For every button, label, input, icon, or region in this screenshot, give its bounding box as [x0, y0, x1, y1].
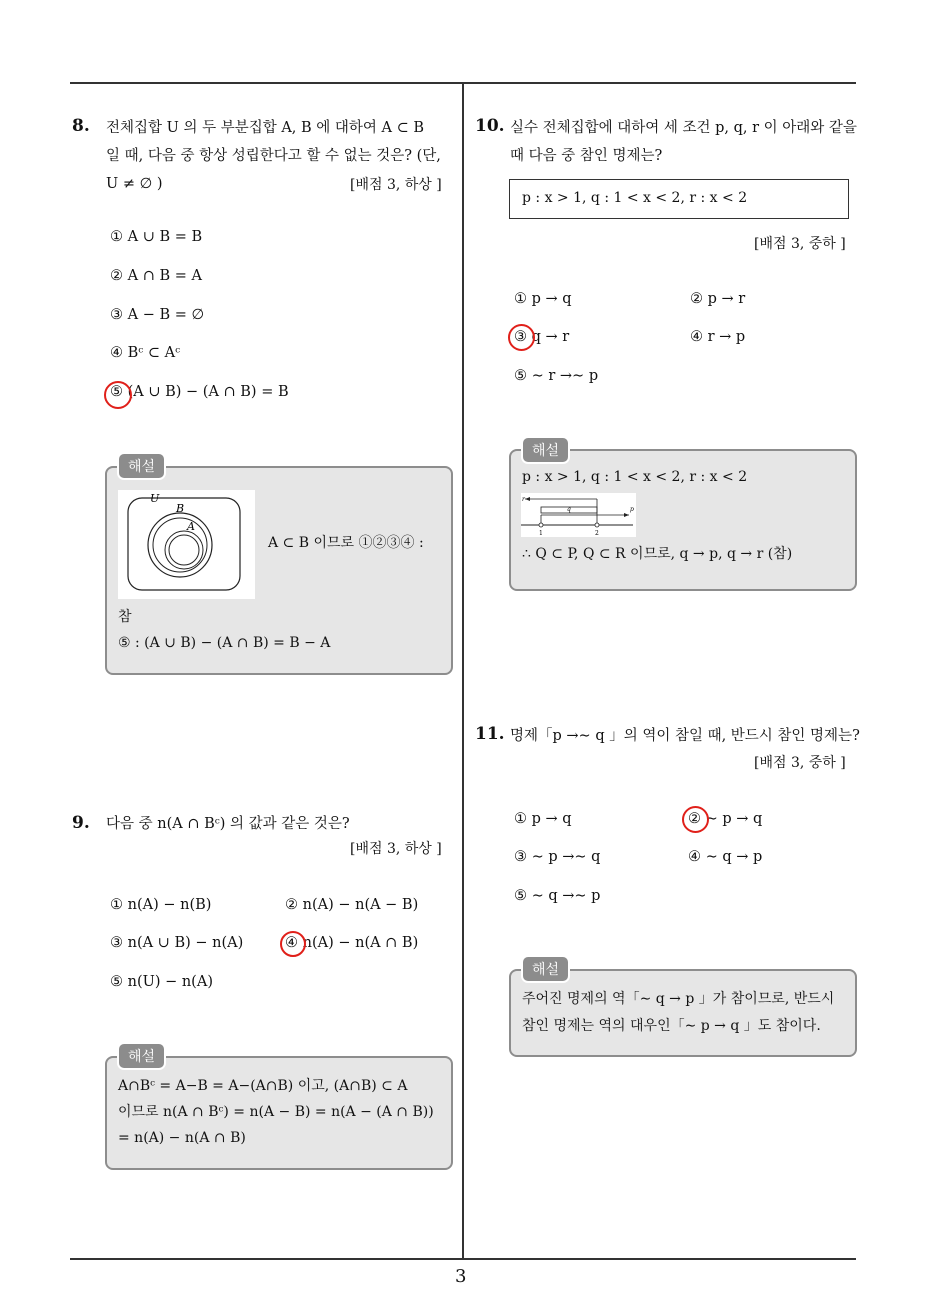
q9-option-4[interactable]: ④ n(A) − n(A ∩ B) [285, 935, 419, 951]
q10-option-5[interactable]: ⑤ ∼ r →∼ p [514, 368, 599, 384]
q8-option-2[interactable]: ② A ∩ B = A [110, 268, 202, 284]
q10-option-2[interactable]: ② p → r [690, 291, 746, 307]
q8-solution-line3: ⑤ : (A ∪ B) − (A ∩ B) = B − A [118, 635, 331, 651]
q10-answer-mark [508, 324, 535, 351]
q11-solution-line1: 주어진 명제의 역「∼ q → p 」가 참이므로, 반드시 [522, 991, 835, 1007]
question-9-number: 9. [72, 813, 90, 833]
q10-solution-line1: p : x > 1, q : 1 < x < 2, r : x < 2 [522, 469, 748, 485]
diagram-tick-2: 2 [595, 530, 599, 537]
q11-solution-badge: 해설 [521, 955, 570, 983]
q9-answer-mark [280, 931, 306, 957]
diagram-label-r: r [522, 496, 525, 503]
q10-option-3[interactable]: ③ q → r [514, 329, 570, 345]
question-10-number: 10. [475, 116, 505, 136]
column-divider [462, 83, 464, 1258]
diagram-label-q: q [567, 506, 571, 513]
bottom-rule [70, 1258, 856, 1260]
q8-answer-mark [104, 381, 132, 409]
q11-option-1[interactable]: ① p → q [514, 811, 572, 827]
q9-solution-line3: = n(A) − n(A ∩ B) [118, 1130, 246, 1146]
question-11-line1: 명제「p →∼ q 」의 역이 참일 때, 반드시 참인 명제는? [510, 728, 860, 744]
q10-option-1[interactable]: ① p → q [514, 291, 572, 307]
q8-venn-diagram [118, 490, 255, 599]
question-8-meta: [배점 3, 하상 ] [350, 177, 442, 193]
q8-solution-badge: 해설 [117, 452, 166, 480]
q8-solution-line1: A ⊂ B 이므로 ①②③④ : [268, 535, 424, 551]
q9-solution-badge: 해설 [117, 1042, 166, 1070]
diagram-tick-1: 1 [539, 530, 543, 537]
venn-label-b: B [176, 502, 185, 515]
question-8-line2: 일 때, 다음 중 항상 성립한다고 할 수 없는 것은? (단, [106, 148, 441, 164]
q10-option-4[interactable]: ④ r → p [690, 329, 746, 345]
question-11-meta: [배점 3, 중하 ] [754, 755, 846, 771]
q9-option-2[interactable]: ② n(A) − n(A − B) [285, 897, 419, 913]
q9-option-5[interactable]: ⑤ n(U) − n(A) [110, 974, 213, 990]
q9-option-3[interactable]: ③ n(A ∪ B) − n(A) [110, 935, 244, 951]
q11-option-4[interactable]: ④ ∼ q → p [688, 849, 763, 865]
question-8-line1: 전체집합 U 의 두 부분집합 A, B 에 대하여 A ⊂ B [106, 120, 425, 136]
q10-condition-text: p : x > 1, q : 1 < x < 2, r : x < 2 [522, 190, 748, 206]
question-11-number: 11. [475, 724, 505, 744]
q11-option-3[interactable]: ③ ∼ p →∼ q [514, 849, 601, 865]
q11-option-2[interactable]: ② ∼ p → q [688, 811, 763, 827]
q10-solution-line2: ∴ Q ⊂ P, Q ⊂ R 이므로, q → p, q → r (참) [522, 546, 793, 562]
q9-solution-line2: 이므로 n(A ∩ Bᶜ) = n(A − B) = n(A − (A ∩ B)) [118, 1104, 434, 1120]
q9-option-1[interactable]: ① n(A) − n(B) [110, 897, 212, 913]
q8-option-1[interactable]: ① A ∪ B = B [110, 229, 203, 245]
page-number: 3 [455, 1266, 467, 1287]
diagram-label-p: p [630, 506, 634, 513]
question-8-line3: U ≠ ∅ ) [106, 176, 163, 192]
q11-option-5[interactable]: ⑤ ∼ q →∼ p [514, 888, 601, 904]
q8-option-4[interactable]: ④ Bᶜ ⊂ Aᶜ [110, 345, 181, 361]
venn-label-u: U [150, 492, 160, 505]
question-10-line1: 실수 전체집합에 대하여 세 조건 p, q, r 이 아래와 같을 [510, 120, 857, 136]
question-8-number: 8. [72, 116, 90, 136]
question-10-line2: 때 다음 중 참인 명제는? [510, 148, 663, 164]
venn-label-a: A [187, 520, 195, 533]
question-10-meta: [배점 3, 중하 ] [754, 236, 846, 252]
q8-option-5[interactable]: ⑤ (A ∪ B) − (A ∩ B) = B [110, 384, 289, 400]
q9-solution-line1: A∩Bᶜ = A−B = A−(A∩B) 이고, (A∩B) ⊂ A [118, 1078, 408, 1094]
q11-solution-line2: 참인 명제는 역의 대우인「∼ p → q 」도 참이다. [522, 1018, 821, 1034]
q10-solution-badge: 해설 [521, 436, 570, 464]
question-9-line1: 다음 중 n(A ∩ Bᶜ) 의 값과 같은 것은? [106, 816, 350, 832]
question-9-meta: [배점 3, 하상 ] [350, 841, 442, 857]
q11-answer-mark [682, 806, 709, 833]
q10-number-line-diagram [521, 493, 636, 537]
q8-option-3[interactable]: ③ A − B = ∅ [110, 307, 205, 323]
q8-solution-line2: 참 [118, 609, 132, 625]
